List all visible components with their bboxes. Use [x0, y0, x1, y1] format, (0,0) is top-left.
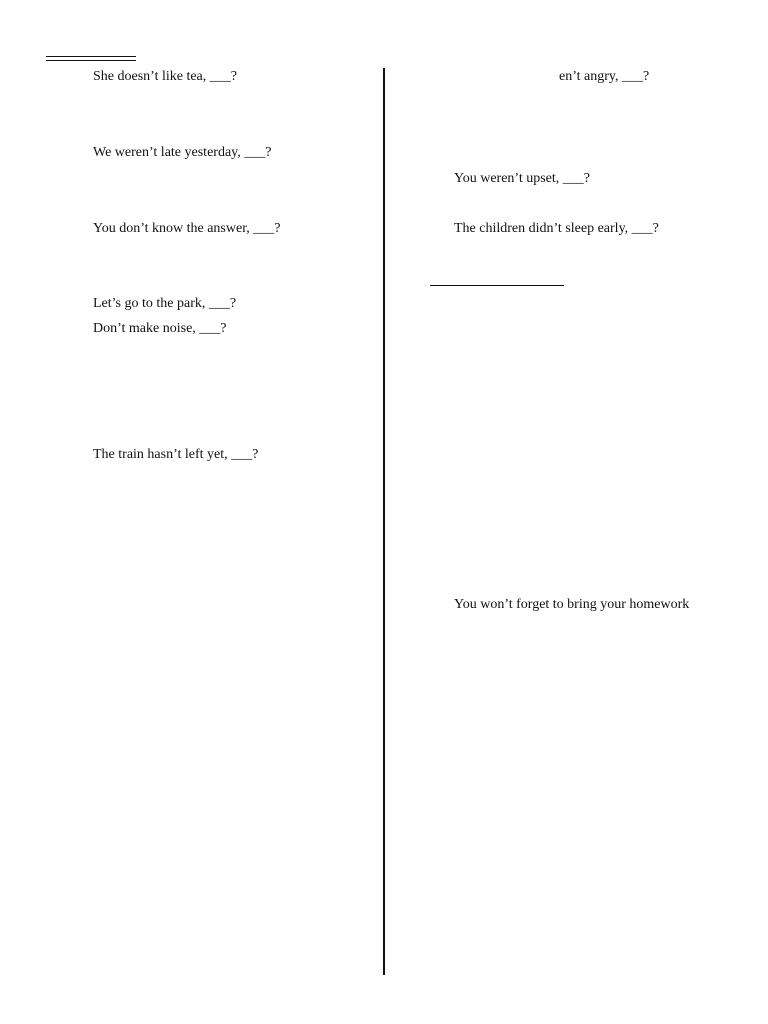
question-left-5: Don’t make noise, ___?: [93, 321, 227, 336]
header-rule-bottom: [46, 60, 136, 61]
question-left-4: Let’s go to the park, ___?: [93, 296, 237, 311]
question-right-3: The children didn’t sleep early, ___?: [454, 221, 659, 236]
question-right-4: You won’t forget to bring your homework: [454, 597, 690, 612]
question-left-1: She doesn’t like tea, ___?: [93, 69, 237, 84]
column-divider: [383, 68, 385, 975]
header-rule-top: [46, 56, 136, 57]
question-right-1: en’t angry, ___?: [559, 69, 650, 84]
question-right-2: You weren’t upset, ___?: [454, 171, 590, 186]
question-left-2: We weren’t late yesterday, ___?: [93, 145, 272, 160]
section-rule-right: [430, 285, 564, 286]
question-left-3: You don’t know the answer, ___?: [93, 221, 281, 236]
question-left-6: The train hasn’t left yet, ___?: [93, 447, 259, 462]
